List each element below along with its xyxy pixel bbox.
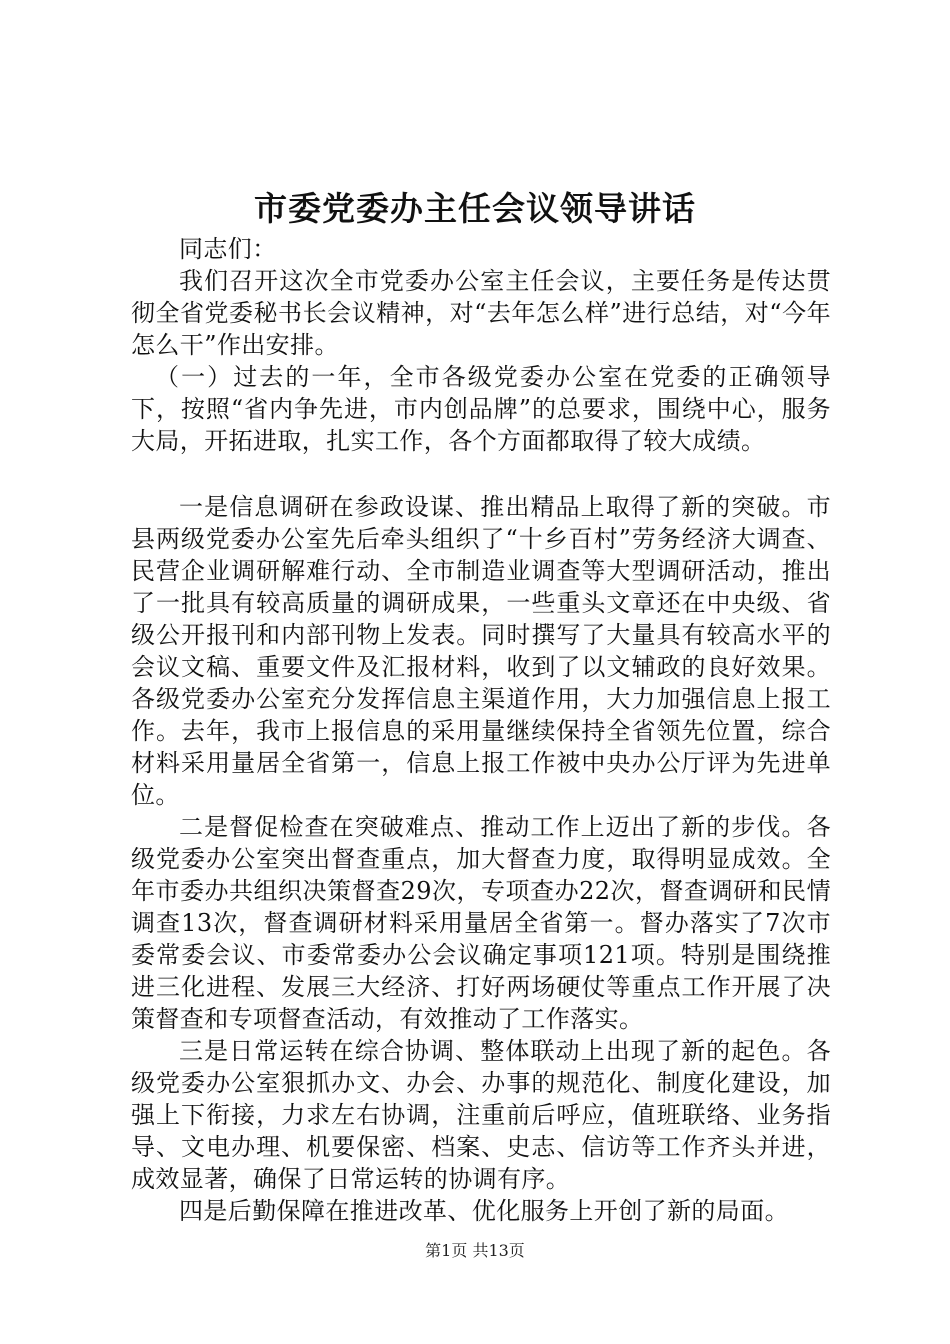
page-number-footer: 第1页 共13页 [425, 1241, 525, 1260]
paragraph-intro: 我们召开这次全市党委办公室主任会议，主要任务是传达贯彻全省党委秘书长会议精神，对“去年怎么样”进行总结，对“今年怎么干”作出安排。 [131, 267, 831, 359]
paragraph-section-one: （一）过去的一年，全市各级党委办公室在党委的正确领导下，按照“省内争先进，市内创品牌”的总要求，围绕中心，服务大局，开拓进取，扎实工作，各个方面都取得了较大成绩。 [131, 363, 831, 455]
paragraph-point-three: 三是日常运转在综合协调、整体联动上出现了新的起色。各级党委办公室狠抓办文、办会、办事的规范化、制度化建设，加强上下衔接，力求左右协调，注重前后呼应，值班联络、业务指导、文电办理、机要保密、档案、史志、信访等工作齐头并进，成效显著，确保了日常运转的协调有序。 [131, 1037, 831, 1193]
paragraph-point-four: 四是后勤保障在推进改革、优化服务上开创了新的局面。 [179, 1197, 789, 1225]
document-title: 市委党委办主任会议领导讲话 [254, 189, 696, 228]
document-body [131, 233, 831, 1227]
paragraph-salutation: 同志们： [179, 235, 277, 263]
paragraph-point-two: 二是督促检查在突破难点、推动工作上迈出了新的步伐。各级党委办公室突出督查重点，加大督查力度，取得明显成效。全年市委办共组织决策督查29次，专项查办22次，督查调研和民情调查13次，督查调研材料采用量居全省第一。督办落实了7次市委常委会议、市委常委办公会议确定事项121项。特别是围绕推进三化进程、发展三大经济、打好两场硬仗等重点工作开展了决策督查和专项督查活动，有效推动了工作落实。 [131, 813, 831, 1033]
paragraph-point-one: 一是信息调研在参政设谋、推出精品上取得了新的突破。市县两级党委办公室先后牵头组织了“十乡百村”劳务经济大调查、民营企业调研解难行动、全市制造业调查等大型调研活动，推出了一批具有较高质量的调研成果，一些重头文章还在中央级、省级公开报刊和内部刊物上发表。同时撰写了大量具有较高水平的会议文稿、重要文件及汇报材料，收到了以文辅政的良好效果。各级党委办公室充分发挥信息主渠道作用，大力加强信息上报工作。去年，我市上报信息的采用量继续保持全省领先位置，综合材料采用量居全省第一，信息上报工作被中央办公厅评为先进单位。 [131, 493, 831, 809]
